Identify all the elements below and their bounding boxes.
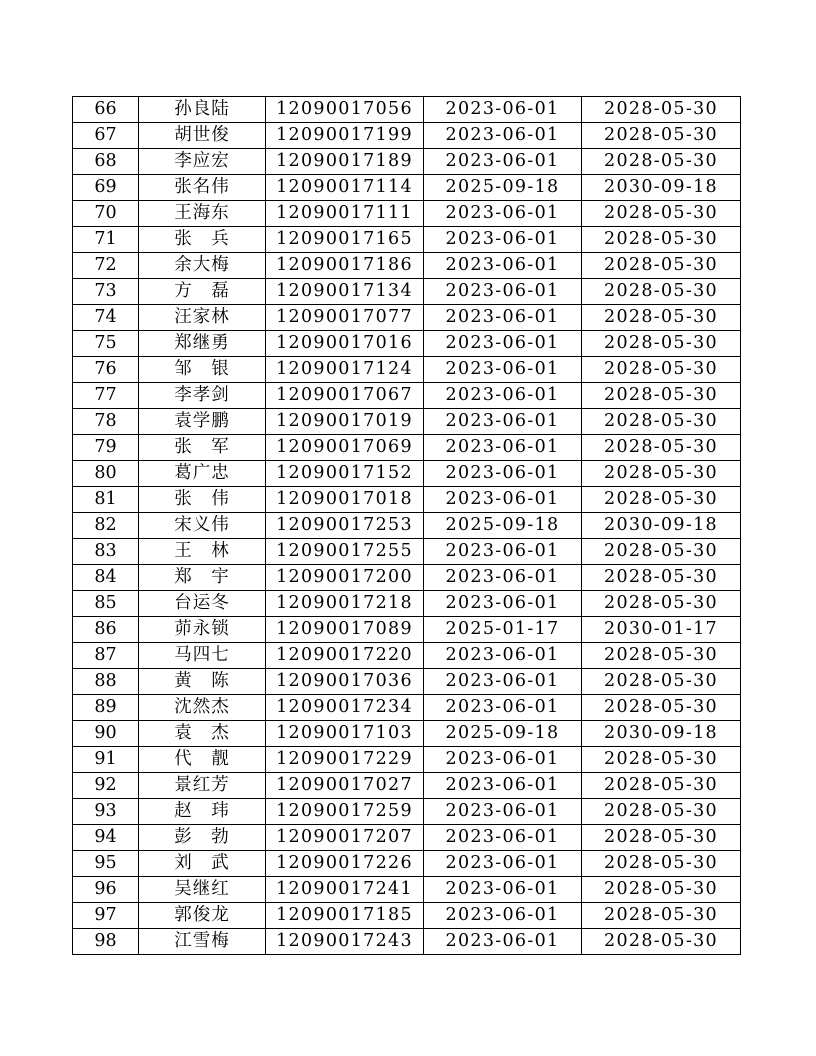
start-date-cell: 2023-06-01 bbox=[424, 825, 582, 851]
table-row bbox=[73, 565, 741, 591]
name-cell: 李应宏 bbox=[139, 149, 266, 175]
end-date-cell: 2028-05-30 bbox=[582, 799, 741, 825]
certificate-number-cell: 12090017019 bbox=[266, 409, 424, 435]
certificate-number-cell: 12090017186 bbox=[266, 253, 424, 279]
start-date-cell: 2023-06-01 bbox=[424, 253, 582, 279]
name-cell: 张 伟 bbox=[139, 487, 266, 513]
table-row bbox=[73, 773, 741, 799]
start-date-cell: 2023-06-01 bbox=[424, 435, 582, 461]
start-date-cell: 2023-06-01 bbox=[424, 461, 582, 487]
certificate-number-cell: 12090017089 bbox=[266, 617, 424, 643]
certificate-number-cell: 12090017241 bbox=[266, 877, 424, 903]
row-number-cell: 70 bbox=[73, 201, 139, 227]
name-cell: 张名伟 bbox=[139, 175, 266, 201]
end-date-cell: 2028-05-30 bbox=[582, 461, 741, 487]
name-cell: 方 磊 bbox=[139, 279, 266, 305]
start-date-cell: 2023-06-01 bbox=[424, 747, 582, 773]
name-cell: 郭俊龙 bbox=[139, 903, 266, 929]
end-date-cell: 2028-05-30 bbox=[582, 591, 741, 617]
start-date-cell: 2023-06-01 bbox=[424, 487, 582, 513]
row-number-cell: 72 bbox=[73, 253, 139, 279]
end-date-cell: 2028-05-30 bbox=[582, 643, 741, 669]
table-row bbox=[73, 409, 741, 435]
end-date-cell: 2028-05-30 bbox=[582, 929, 741, 955]
start-date-cell: 2025-01-17 bbox=[424, 617, 582, 643]
start-date-cell: 2023-06-01 bbox=[424, 409, 582, 435]
table-row bbox=[73, 357, 741, 383]
roster-table bbox=[72, 96, 741, 955]
name-cell: 张 军 bbox=[139, 435, 266, 461]
row-number-cell: 85 bbox=[73, 591, 139, 617]
certificate-number-cell: 12090017056 bbox=[266, 97, 424, 123]
start-date-cell: 2023-06-01 bbox=[424, 591, 582, 617]
end-date-cell: 2030-01-17 bbox=[582, 617, 741, 643]
name-cell: 宋义伟 bbox=[139, 513, 266, 539]
end-date-cell: 2028-05-30 bbox=[582, 305, 741, 331]
start-date-cell: 2023-06-01 bbox=[424, 773, 582, 799]
start-date-cell: 2023-06-01 bbox=[424, 331, 582, 357]
name-cell: 汪家林 bbox=[139, 305, 266, 331]
row-number-cell: 67 bbox=[73, 123, 139, 149]
certificate-number-cell: 12090017134 bbox=[266, 279, 424, 305]
start-date-cell: 2023-06-01 bbox=[424, 565, 582, 591]
certificate-number-cell: 12090017199 bbox=[266, 123, 424, 149]
end-date-cell: 2028-05-30 bbox=[582, 903, 741, 929]
row-number-cell: 73 bbox=[73, 279, 139, 305]
name-cell: 江雪梅 bbox=[139, 929, 266, 955]
name-cell: 胡世俊 bbox=[139, 123, 266, 149]
certificate-number-cell: 12090017018 bbox=[266, 487, 424, 513]
name-cell: 郑继勇 bbox=[139, 331, 266, 357]
row-number-cell: 71 bbox=[73, 227, 139, 253]
name-cell: 茆永锁 bbox=[139, 617, 266, 643]
certificate-number-cell: 12090017114 bbox=[266, 175, 424, 201]
end-date-cell: 2028-05-30 bbox=[582, 201, 741, 227]
end-date-cell: 2028-05-30 bbox=[582, 279, 741, 305]
certificate-number-cell: 12090017226 bbox=[266, 851, 424, 877]
row-number-cell: 79 bbox=[73, 435, 139, 461]
table-row bbox=[73, 643, 741, 669]
table-row bbox=[73, 279, 741, 305]
row-number-cell: 90 bbox=[73, 721, 139, 747]
table-row bbox=[73, 513, 741, 539]
row-number-cell: 91 bbox=[73, 747, 139, 773]
table-row bbox=[73, 383, 741, 409]
start-date-cell: 2023-06-01 bbox=[424, 539, 582, 565]
end-date-cell: 2028-05-30 bbox=[582, 539, 741, 565]
name-cell: 王 林 bbox=[139, 539, 266, 565]
name-cell: 余大梅 bbox=[139, 253, 266, 279]
start-date-cell: 2023-06-01 bbox=[424, 383, 582, 409]
end-date-cell: 2030-09-18 bbox=[582, 721, 741, 747]
end-date-cell: 2028-05-30 bbox=[582, 123, 741, 149]
table-row bbox=[73, 253, 741, 279]
start-date-cell: 2023-06-01 bbox=[424, 149, 582, 175]
certificate-number-cell: 12090017253 bbox=[266, 513, 424, 539]
start-date-cell: 2023-06-01 bbox=[424, 227, 582, 253]
table-row bbox=[73, 305, 741, 331]
table-row bbox=[73, 877, 741, 903]
end-date-cell: 2028-05-30 bbox=[582, 851, 741, 877]
table-row bbox=[73, 435, 741, 461]
table-row bbox=[73, 201, 741, 227]
start-date-cell: 2025-09-18 bbox=[424, 721, 582, 747]
table-row bbox=[73, 487, 741, 513]
row-number-cell: 88 bbox=[73, 669, 139, 695]
end-date-cell: 2028-05-30 bbox=[582, 253, 741, 279]
end-date-cell: 2028-05-30 bbox=[582, 227, 741, 253]
name-cell: 赵 玮 bbox=[139, 799, 266, 825]
certificate-number-cell: 12090017220 bbox=[266, 643, 424, 669]
table-row bbox=[73, 903, 741, 929]
name-cell: 沈然杰 bbox=[139, 695, 266, 721]
roster-table-body bbox=[73, 97, 741, 955]
table-row bbox=[73, 591, 741, 617]
start-date-cell: 2023-06-01 bbox=[424, 929, 582, 955]
name-cell: 彭 勃 bbox=[139, 825, 266, 851]
row-number-cell: 74 bbox=[73, 305, 139, 331]
row-number-cell: 84 bbox=[73, 565, 139, 591]
start-date-cell: 2023-06-01 bbox=[424, 695, 582, 721]
table-row bbox=[73, 851, 741, 877]
name-cell: 马四七 bbox=[139, 643, 266, 669]
row-number-cell: 68 bbox=[73, 149, 139, 175]
start-date-cell: 2025-09-18 bbox=[424, 513, 582, 539]
name-cell: 王海东 bbox=[139, 201, 266, 227]
start-date-cell: 2023-06-01 bbox=[424, 123, 582, 149]
table-row bbox=[73, 331, 741, 357]
table-row bbox=[73, 617, 741, 643]
end-date-cell: 2028-05-30 bbox=[582, 877, 741, 903]
row-number-cell: 76 bbox=[73, 357, 139, 383]
certificate-number-cell: 12090017111 bbox=[266, 201, 424, 227]
row-number-cell: 83 bbox=[73, 539, 139, 565]
end-date-cell: 2028-05-30 bbox=[582, 773, 741, 799]
table-row bbox=[73, 97, 741, 123]
row-number-cell: 78 bbox=[73, 409, 139, 435]
table-row bbox=[73, 175, 741, 201]
certificate-number-cell: 12090017077 bbox=[266, 305, 424, 331]
table-row bbox=[73, 695, 741, 721]
certificate-number-cell: 12090017124 bbox=[266, 357, 424, 383]
name-cell: 吴继红 bbox=[139, 877, 266, 903]
table-row bbox=[73, 799, 741, 825]
table-row bbox=[73, 721, 741, 747]
name-cell: 景红芳 bbox=[139, 773, 266, 799]
start-date-cell: 2023-06-01 bbox=[424, 799, 582, 825]
table-row bbox=[73, 539, 741, 565]
certificate-number-cell: 12090017243 bbox=[266, 929, 424, 955]
name-cell: 郑 宇 bbox=[139, 565, 266, 591]
end-date-cell: 2028-05-30 bbox=[582, 565, 741, 591]
end-date-cell: 2028-05-30 bbox=[582, 357, 741, 383]
row-number-cell: 80 bbox=[73, 461, 139, 487]
row-number-cell: 69 bbox=[73, 175, 139, 201]
end-date-cell: 2028-05-30 bbox=[582, 331, 741, 357]
start-date-cell: 2023-06-01 bbox=[424, 357, 582, 383]
certificate-number-cell: 12090017218 bbox=[266, 591, 424, 617]
certificate-number-cell: 12090017200 bbox=[266, 565, 424, 591]
start-date-cell: 2023-06-01 bbox=[424, 305, 582, 331]
end-date-cell: 2028-05-30 bbox=[582, 409, 741, 435]
start-date-cell: 2023-06-01 bbox=[424, 877, 582, 903]
certificate-number-cell: 12090017152 bbox=[266, 461, 424, 487]
end-date-cell: 2028-05-30 bbox=[582, 149, 741, 175]
start-date-cell: 2025-09-18 bbox=[424, 175, 582, 201]
row-number-cell: 94 bbox=[73, 825, 139, 851]
certificate-number-cell: 12090017189 bbox=[266, 149, 424, 175]
start-date-cell: 2023-06-01 bbox=[424, 201, 582, 227]
row-number-cell: 87 bbox=[73, 643, 139, 669]
name-cell: 孙良陆 bbox=[139, 97, 266, 123]
certificate-number-cell: 12090017103 bbox=[266, 721, 424, 747]
table-row bbox=[73, 461, 741, 487]
start-date-cell: 2023-06-01 bbox=[424, 279, 582, 305]
end-date-cell: 2028-05-30 bbox=[582, 487, 741, 513]
certificate-number-cell: 12090017229 bbox=[266, 747, 424, 773]
row-number-cell: 66 bbox=[73, 97, 139, 123]
end-date-cell: 2030-09-18 bbox=[582, 513, 741, 539]
certificate-number-cell: 12090017207 bbox=[266, 825, 424, 851]
row-number-cell: 77 bbox=[73, 383, 139, 409]
certificate-number-cell: 12090017027 bbox=[266, 773, 424, 799]
end-date-cell: 2028-05-30 bbox=[582, 97, 741, 123]
end-date-cell: 2028-05-30 bbox=[582, 669, 741, 695]
table-row bbox=[73, 227, 741, 253]
row-number-cell: 97 bbox=[73, 903, 139, 929]
end-date-cell: 2028-05-30 bbox=[582, 825, 741, 851]
table-row bbox=[73, 747, 741, 773]
end-date-cell: 2028-05-30 bbox=[582, 383, 741, 409]
certificate-number-cell: 12090017234 bbox=[266, 695, 424, 721]
name-cell: 黄 陈 bbox=[139, 669, 266, 695]
table-row bbox=[73, 149, 741, 175]
table-row bbox=[73, 669, 741, 695]
row-number-cell: 86 bbox=[73, 617, 139, 643]
certificate-number-cell: 12090017255 bbox=[266, 539, 424, 565]
start-date-cell: 2023-06-01 bbox=[424, 669, 582, 695]
certificate-number-cell: 12090017016 bbox=[266, 331, 424, 357]
table-row bbox=[73, 825, 741, 851]
start-date-cell: 2023-06-01 bbox=[424, 903, 582, 929]
certificate-number-cell: 12090017036 bbox=[266, 669, 424, 695]
start-date-cell: 2023-06-01 bbox=[424, 97, 582, 123]
table-row bbox=[73, 123, 741, 149]
name-cell: 葛广忠 bbox=[139, 461, 266, 487]
certificate-number-cell: 12090017259 bbox=[266, 799, 424, 825]
row-number-cell: 82 bbox=[73, 513, 139, 539]
start-date-cell: 2023-06-01 bbox=[424, 643, 582, 669]
table-row bbox=[73, 929, 741, 955]
name-cell: 李孝剑 bbox=[139, 383, 266, 409]
row-number-cell: 89 bbox=[73, 695, 139, 721]
row-number-cell: 96 bbox=[73, 877, 139, 903]
row-number-cell: 95 bbox=[73, 851, 139, 877]
name-cell: 袁 杰 bbox=[139, 721, 266, 747]
row-number-cell: 75 bbox=[73, 331, 139, 357]
row-number-cell: 93 bbox=[73, 799, 139, 825]
name-cell: 代 靓 bbox=[139, 747, 266, 773]
row-number-cell: 81 bbox=[73, 487, 139, 513]
start-date-cell: 2023-06-01 bbox=[424, 851, 582, 877]
certificate-number-cell: 12090017165 bbox=[266, 227, 424, 253]
name-cell: 台运冬 bbox=[139, 591, 266, 617]
name-cell: 刘 武 bbox=[139, 851, 266, 877]
end-date-cell: 2028-05-30 bbox=[582, 747, 741, 773]
name-cell: 邹 银 bbox=[139, 357, 266, 383]
certificate-number-cell: 12090017185 bbox=[266, 903, 424, 929]
end-date-cell: 2030-09-18 bbox=[582, 175, 741, 201]
end-date-cell: 2028-05-30 bbox=[582, 695, 741, 721]
certificate-number-cell: 12090017069 bbox=[266, 435, 424, 461]
name-cell: 袁学鹏 bbox=[139, 409, 266, 435]
name-cell: 张 兵 bbox=[139, 227, 266, 253]
row-number-cell: 92 bbox=[73, 773, 139, 799]
end-date-cell: 2028-05-30 bbox=[582, 435, 741, 461]
certificate-number-cell: 12090017067 bbox=[266, 383, 424, 409]
row-number-cell: 98 bbox=[73, 929, 139, 955]
